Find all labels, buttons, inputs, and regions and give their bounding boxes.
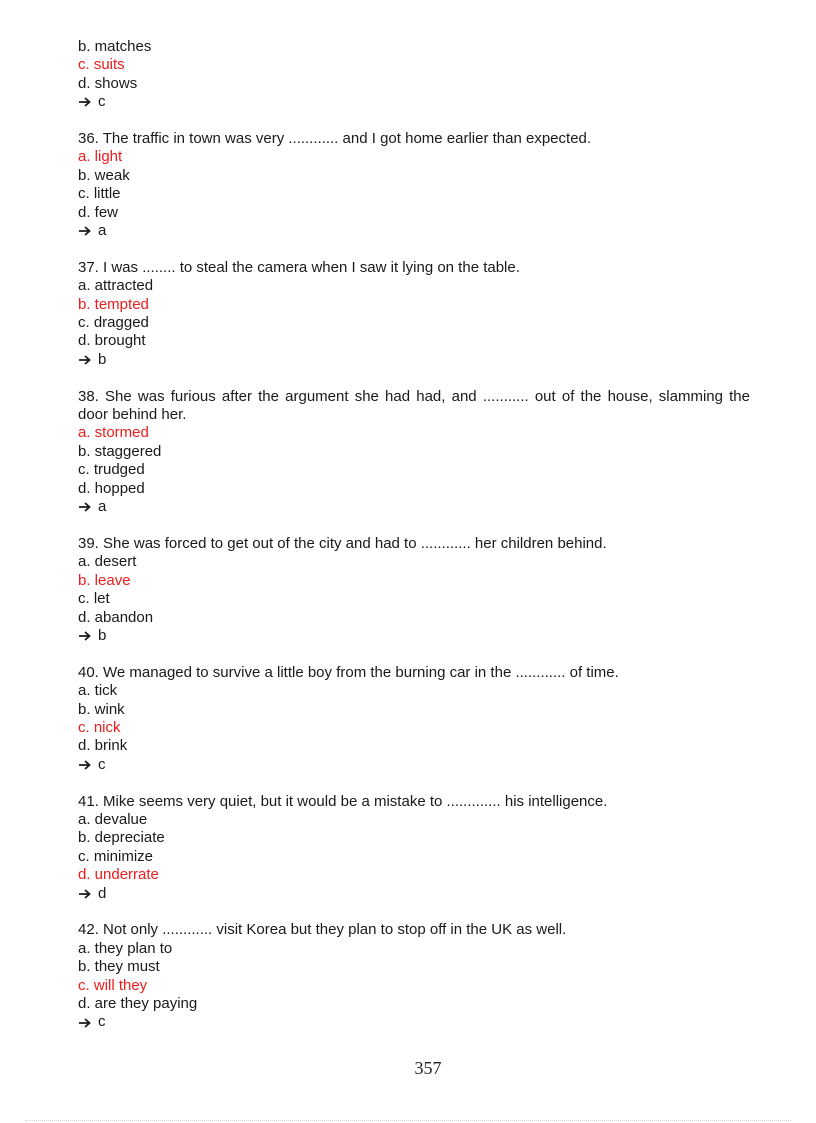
option-correct: a. stormed — [78, 424, 149, 442]
option-correct: b. tempted — [78, 295, 149, 313]
answer-line — [78, 756, 750, 774]
option: b. they must — [78, 958, 160, 976]
question-text: 42. Not only ............ visit Korea but they plan to stop off in the UK as well. — [78, 921, 567, 939]
option: b. depreciate — [78, 829, 165, 847]
carryover-block — [78, 38, 750, 112]
question-text: 38. She was furious after the argument she had had, and ........... out of the house, slamming the door behind her. — [78, 387, 750, 424]
answer-letter: b — [98, 626, 107, 644]
question-block — [78, 130, 750, 240]
arrow-right-icon — [78, 759, 92, 771]
option: b. weak — [78, 166, 130, 184]
answer-line — [78, 498, 750, 516]
option-correct: c. suits — [78, 56, 125, 74]
option-correct: c. will they — [78, 976, 148, 994]
question-text: 36. The traffic in town was very ............ and I got home earlier than expected. — [78, 130, 592, 148]
option: c. minimize — [78, 847, 154, 865]
question-block — [78, 535, 750, 645]
option: a. desert — [78, 553, 137, 571]
option: c. dragged — [78, 314, 149, 332]
question-text: 40. We managed to survive a little boy from the burning car in the ............ of time. — [78, 663, 619, 681]
question-block — [78, 259, 750, 369]
question-block — [78, 388, 750, 517]
answer-line — [78, 1013, 750, 1031]
question-text: 39. She was forced to get out of the city and had to ............ her children behind. — [78, 534, 607, 552]
question-block — [78, 921, 750, 1031]
question-block — [78, 793, 750, 903]
option: d. brought — [78, 332, 146, 350]
option-correct: a. light — [78, 148, 123, 166]
option: a. tick — [78, 682, 118, 700]
option: a. attracted — [78, 277, 154, 295]
option: d. brink — [78, 737, 128, 755]
arrow-right-icon — [78, 1017, 92, 1029]
option-correct: c. nick — [78, 718, 121, 736]
answer-line — [78, 351, 750, 369]
option-correct: b. leave — [78, 571, 131, 589]
answer-line — [78, 627, 750, 645]
option: a. they plan to — [78, 939, 173, 957]
option: d. hopped — [78, 479, 145, 497]
answer-letter: c — [98, 755, 106, 773]
option: d. abandon — [78, 608, 154, 626]
arrow-right-icon — [78, 888, 92, 900]
answer-letter: c — [98, 1013, 106, 1031]
arrow-right-icon — [78, 225, 92, 237]
bottom-divider — [25, 1120, 791, 1121]
option: d. shows — [78, 74, 138, 92]
option: c. little — [78, 185, 121, 203]
arrow-right-icon — [78, 630, 92, 642]
option: b. wink — [78, 700, 125, 718]
arrow-right-icon — [78, 354, 92, 366]
question-text: 41. Mike seems very quiet, but it would be a mistake to ............. his intelligence. — [78, 792, 608, 810]
answer-line — [78, 222, 750, 240]
question-block — [78, 664, 750, 774]
answer-line — [78, 93, 750, 111]
arrow-right-icon — [78, 501, 92, 513]
answer-letter: a — [98, 498, 107, 516]
answer-letter: c — [98, 93, 106, 111]
option: d. are they paying — [78, 995, 198, 1013]
page-number: 357 — [414, 1058, 442, 1078]
option: b. staggered — [78, 442, 162, 460]
arrow-right-icon — [78, 96, 92, 108]
answer-letter: b — [98, 350, 107, 368]
option: a. devalue — [78, 810, 148, 828]
option: b. matches — [78, 38, 152, 55]
option: c. let — [78, 590, 110, 608]
option: c. trudged — [78, 461, 145, 479]
question-text: 37. I was ........ to steal the camera when I saw it lying on the table. — [78, 258, 520, 276]
option: d. few — [78, 203, 119, 221]
page-content — [78, 38, 750, 1032]
answer-letter: d — [98, 884, 107, 902]
option-correct: d. underrate — [78, 866, 159, 884]
answer-letter: a — [98, 222, 107, 240]
answer-line — [78, 885, 750, 903]
